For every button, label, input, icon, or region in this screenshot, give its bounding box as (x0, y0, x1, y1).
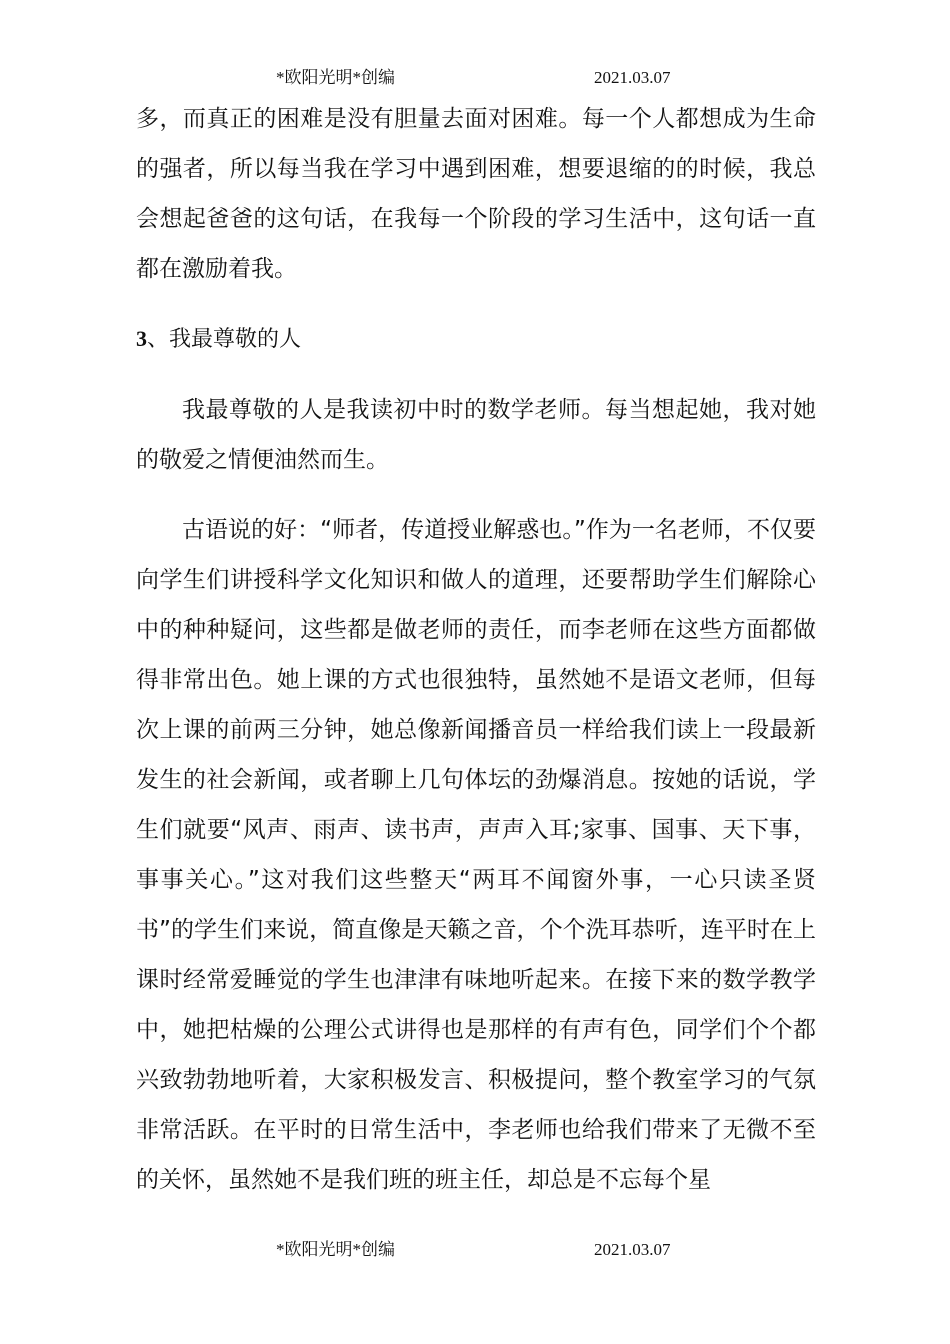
section-number: 3 (136, 326, 147, 351)
paragraph-main: 古语说的好：“师者，传道授业解惑也。”作为一名老师，不仅要向学生们讲授科学文化知识和做人的道理，还要帮助学生们解除心中的种种疑问，这些都是做老师的责任，而李老师在这些方面都做得非常出色。她上课的方式也很独特，虽然她不是语文老师，但每次上课的前两三分钟，她总像新闻播音员一样给我们读上一段最新发生的社会新闻，或者聊上几句体坛的劲爆消息。按她的话说，学生们就要“风声、雨声、读书声，声声入耳;家事、国事、天下事，事事关心。”这对我们这些整天“两耳不闻窗外事，一心只读圣贤书”的学生们来说，简直像是天籁之音，个个洗耳恭听，连平时在上课时经常爱睡觉的学生也津津有味地听起来。在接下来的数学教学中，她把枯燥的公理公式讲得也是那样的有声有色，同学们个个都兴致勃勃地听着，大家积极发言、积极提问，整个教室学习的气氛非常活跃。在平时的日常生活中，李老师也给我们带来了无微不至的关怀，虽然她不是我们班的班主任，却总是不忘每个星 (136, 517, 816, 1193)
footer-author: *欧阳光明*创编 (276, 1240, 395, 1259)
page-footer (0, 1238, 950, 1262)
section-title: 、我最尊敬的人 (147, 327, 302, 352)
paragraph-intro: 我最尊敬的人是我读初中时的数学老师。每当想起她，我对她的敬爱之情便油然而生。 (136, 397, 816, 473)
section-heading (136, 314, 816, 365)
footer-date: 2021.03.07 (594, 1240, 671, 1259)
document-body (136, 94, 816, 1205)
header-author: *欧阳光明*创编 (276, 68, 395, 87)
paragraph-continuation: 多，而真正的困难是没有胆量去面对困难。每一个人都想成为生命的强者，所以每当我在学习中遇到困难，想要退缩的的时候，我总会想起爸爸的这句话，在我每一个阶段的学习生活中，这句话一直都在激励着我。 (136, 106, 816, 282)
header-date: 2021.03.07 (594, 68, 671, 87)
page-header (0, 66, 950, 90)
